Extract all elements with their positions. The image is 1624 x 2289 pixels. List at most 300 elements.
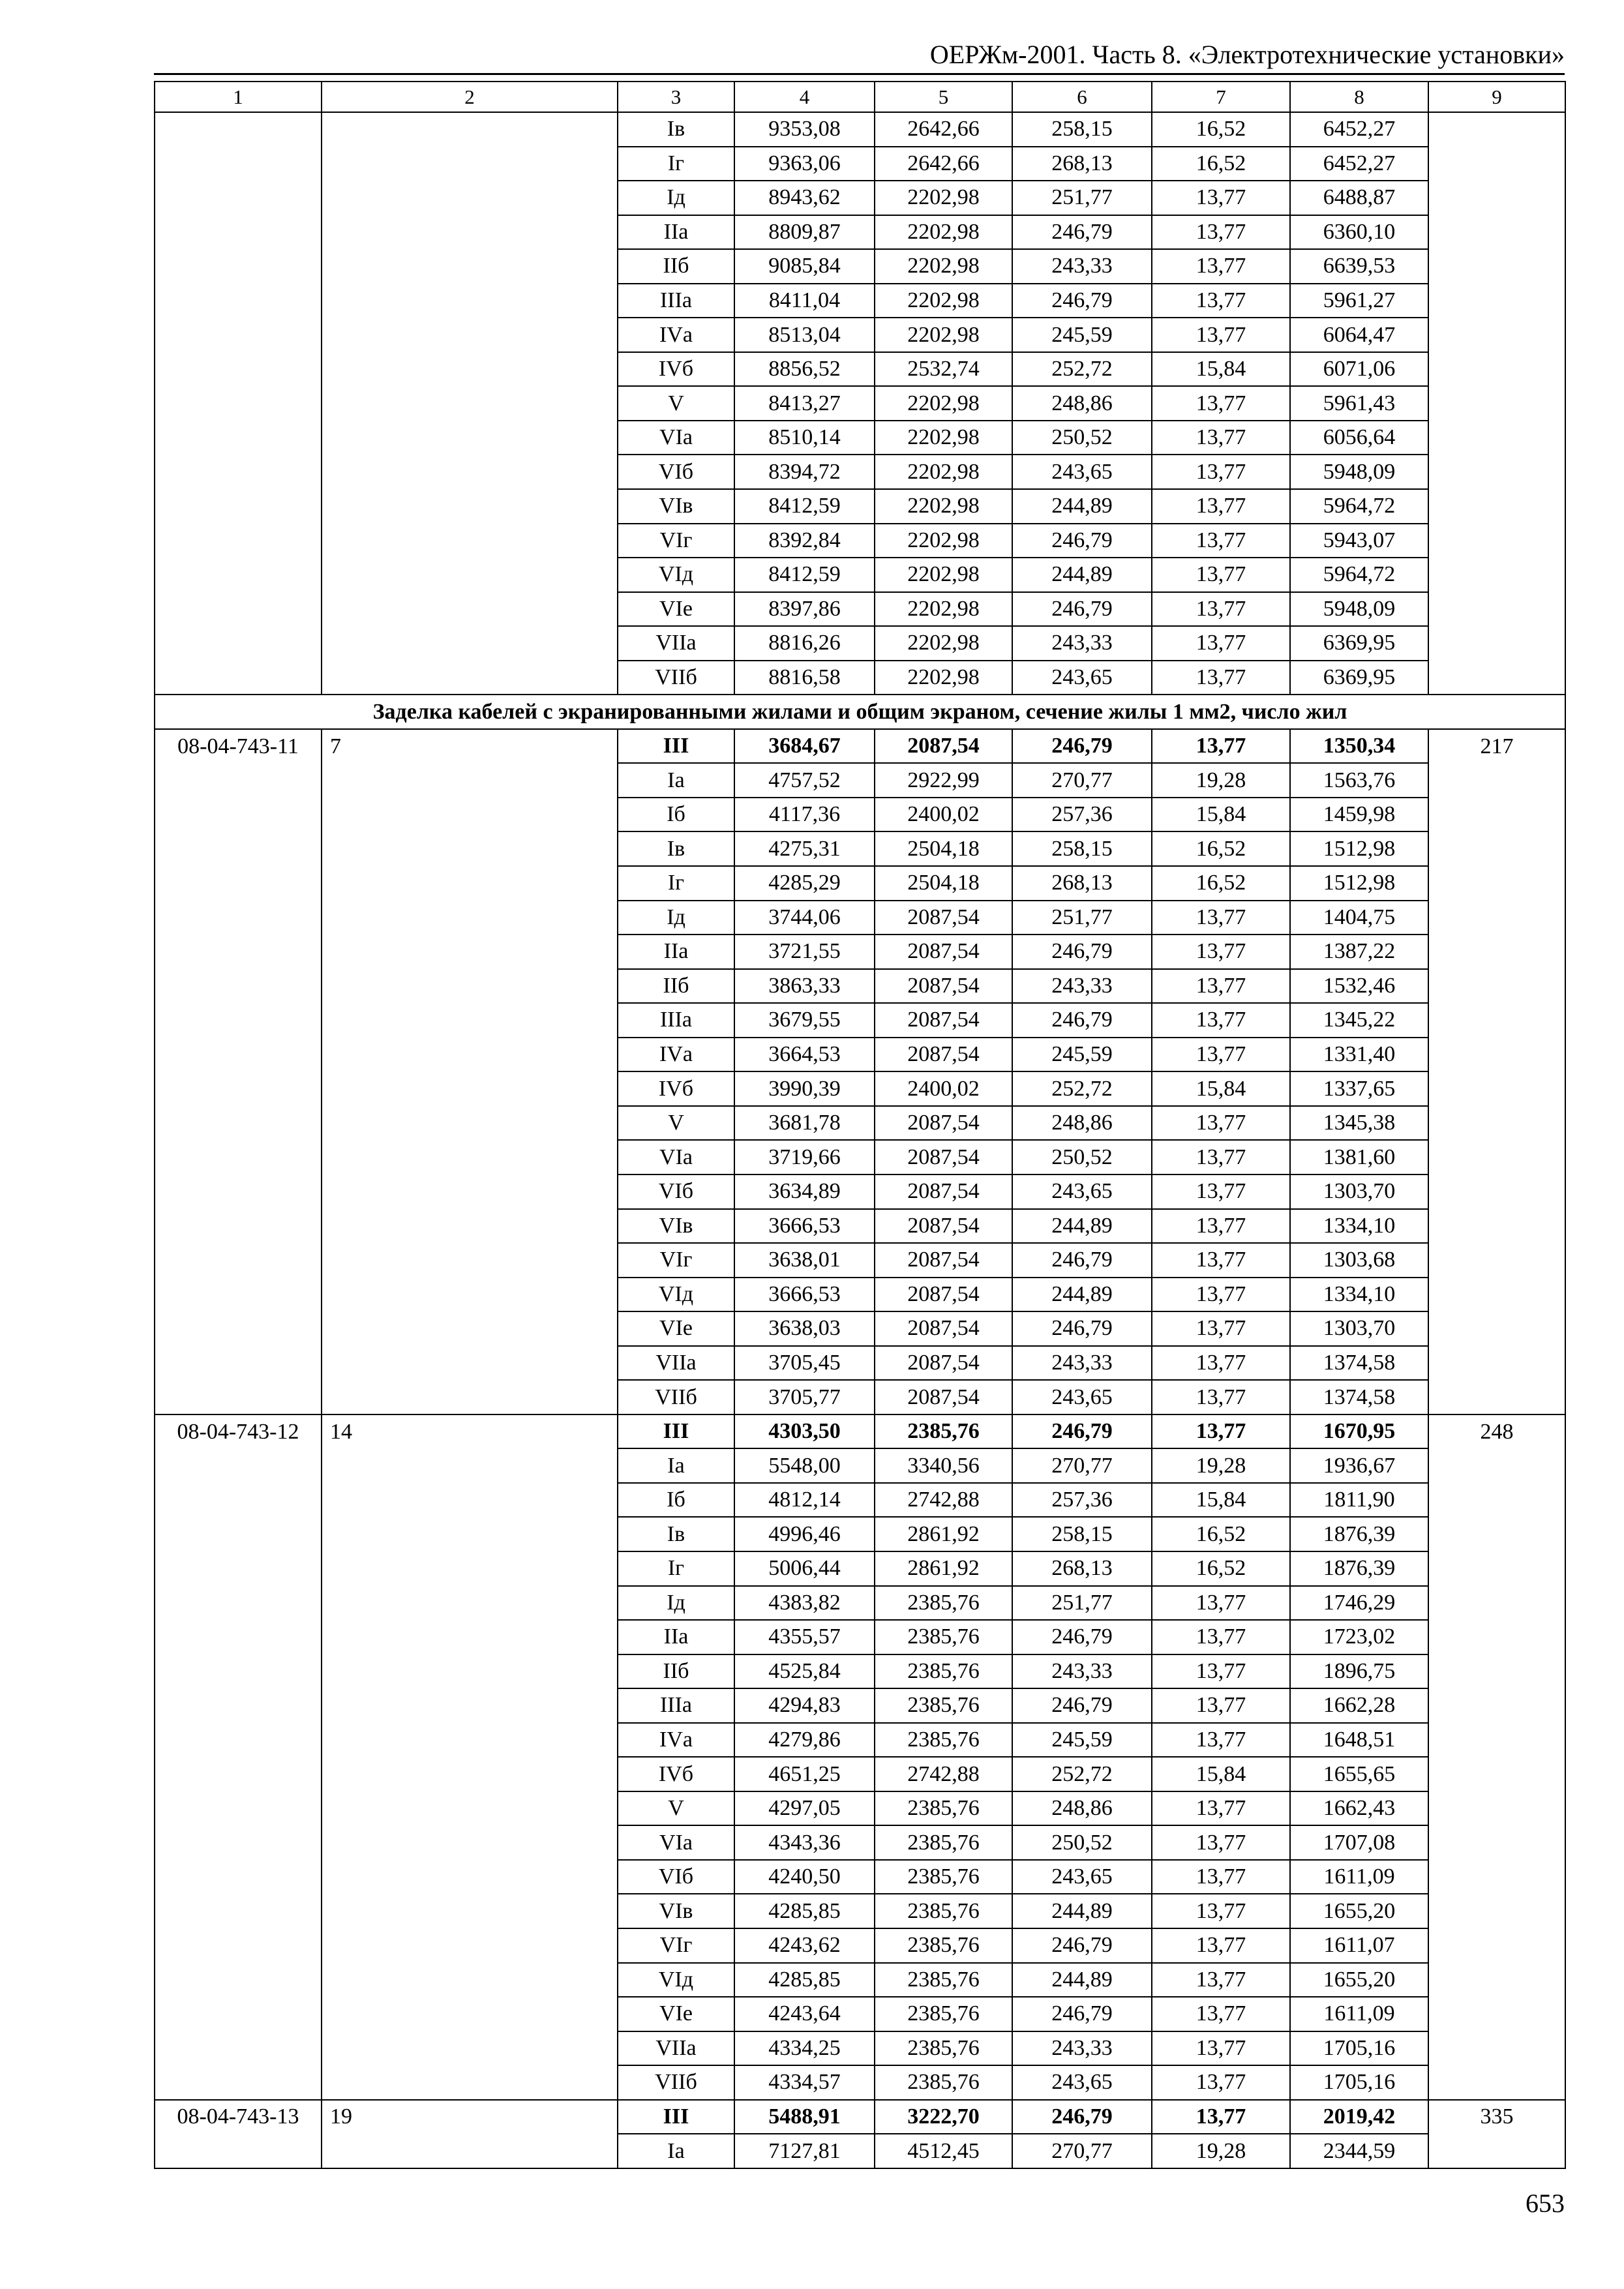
value-col-5: 2202,98 <box>875 661 1012 695</box>
rate-code: 08-04-743-12 <box>155 1414 322 1449</box>
value-col-7: 13,77 <box>1152 1209 1290 1244</box>
value-col-7: 13,77 <box>1152 1825 1290 1860</box>
core-count <box>322 1551 618 1586</box>
value-col-5: 2385,76 <box>875 1963 1012 1997</box>
value-col-4: 8413,27 <box>734 386 875 421</box>
value-col-7: 13,77 <box>1152 284 1290 318</box>
core-count <box>322 1791 618 1826</box>
value-col-8: 1655,20 <box>1290 1894 1428 1928</box>
col9-value <box>1428 489 1565 524</box>
value-col-8: 1512,98 <box>1290 866 1428 901</box>
col9-value <box>1428 1551 1565 1586</box>
region-zone: VIIа <box>618 2031 734 2066</box>
value-col-5: 2385,76 <box>875 1586 1012 1621</box>
rate-code <box>155 1346 322 1381</box>
value-col-5: 2087,54 <box>875 1174 1012 1209</box>
value-col-4: 4285,29 <box>734 866 875 901</box>
value-col-8: 1374,58 <box>1290 1380 1428 1414</box>
value-col-8: 1345,38 <box>1290 1106 1428 1141</box>
rate-code <box>155 421 322 455</box>
value-col-8: 6369,95 <box>1290 661 1428 695</box>
core-count <box>322 901 618 935</box>
region-zone: IVа <box>618 318 734 352</box>
value-col-5: 2202,98 <box>875 386 1012 421</box>
value-col-7: 13,77 <box>1152 1311 1290 1346</box>
rate-code <box>155 1586 322 1621</box>
value-col-4: 8394,72 <box>734 455 875 489</box>
rate-code <box>155 318 322 352</box>
value-col-8: 1334,10 <box>1290 1209 1428 1244</box>
col9-value: 248 <box>1428 1414 1565 1449</box>
value-col-8: 5964,72 <box>1290 558 1428 592</box>
table-row <box>155 1723 1565 1758</box>
value-col-6: 246,79 <box>1012 2100 1152 2134</box>
rate-code <box>155 489 322 524</box>
region-zone: IIб <box>618 969 734 1004</box>
value-col-8: 1662,43 <box>1290 1791 1428 1826</box>
value-col-5: 2202,98 <box>875 558 1012 592</box>
region-zone: IVб <box>618 352 734 387</box>
value-col-4: 8816,58 <box>734 661 875 695</box>
region-zone: IVб <box>618 1071 734 1106</box>
rate-code <box>155 1483 322 1518</box>
table-row <box>155 1003 1565 1038</box>
rate-code <box>155 524 322 558</box>
value-col-5: 2532,74 <box>875 352 1012 387</box>
core-count <box>322 489 618 524</box>
table-row <box>155 2134 1565 2168</box>
region-zone: IIа <box>618 1620 734 1654</box>
value-col-6: 270,77 <box>1012 763 1152 798</box>
rate-code <box>155 112 322 147</box>
value-col-5: 3340,56 <box>875 1448 1012 1483</box>
rate-code <box>155 2134 322 2168</box>
rate-code <box>155 1997 322 2031</box>
value-col-4: 4355,57 <box>734 1620 875 1654</box>
core-count <box>322 626 618 661</box>
value-col-5: 2385,76 <box>875 1654 1012 1689</box>
col9-value <box>1428 1483 1565 1518</box>
value-col-8: 1374,58 <box>1290 1346 1428 1381</box>
col9-value <box>1428 935 1565 969</box>
region-zone: Iг <box>618 147 734 181</box>
value-col-6: 243,33 <box>1012 1654 1152 1689</box>
rate-code <box>155 831 322 866</box>
value-col-4: 8510,14 <box>734 421 875 455</box>
section-row <box>155 695 1565 729</box>
table-row <box>155 1860 1565 1894</box>
value-col-6: 244,89 <box>1012 1209 1152 1244</box>
value-col-8: 6071,06 <box>1290 352 1428 387</box>
table-row <box>155 1278 1565 1312</box>
core-count <box>322 147 618 181</box>
core-count <box>322 1757 618 1791</box>
rate-code <box>155 1003 322 1038</box>
value-col-5: 2202,98 <box>875 249 1012 284</box>
table-row <box>155 1791 1565 1826</box>
region-zone: VIд <box>618 1278 734 1312</box>
value-col-5: 2400,02 <box>875 1071 1012 1106</box>
value-col-5: 2202,98 <box>875 626 1012 661</box>
col9-value <box>1428 455 1565 489</box>
core-count <box>322 763 618 798</box>
region-zone: Iв <box>618 112 734 147</box>
table-row <box>155 2100 1565 2134</box>
value-col-5: 2087,54 <box>875 1243 1012 1278</box>
value-col-6: 257,36 <box>1012 1483 1152 1518</box>
table-row <box>155 1963 1565 1997</box>
column-number-row <box>155 82 1565 112</box>
rate-code <box>155 558 322 592</box>
value-col-4: 3666,53 <box>734 1278 875 1312</box>
rate-code <box>155 181 322 215</box>
col9-value <box>1428 1620 1565 1654</box>
col9-value <box>1428 147 1565 181</box>
rate-code <box>155 1825 322 1860</box>
rate-code <box>155 1620 322 1654</box>
value-col-8: 2344,59 <box>1290 2134 1428 2168</box>
rate-code <box>155 1963 322 1997</box>
value-col-7: 15,84 <box>1152 798 1290 832</box>
core-count <box>322 1894 618 1928</box>
value-col-6: 246,79 <box>1012 1688 1152 1723</box>
value-col-7: 13,77 <box>1152 935 1290 969</box>
value-col-4: 3684,67 <box>734 729 875 764</box>
table-row <box>155 181 1565 215</box>
col9-value <box>1428 1963 1565 1997</box>
table-row <box>155 1997 1565 2031</box>
region-zone: VIIа <box>618 1346 734 1381</box>
value-col-5: 2385,76 <box>875 1688 1012 1723</box>
rate-code <box>155 1551 322 1586</box>
value-col-4: 8412,59 <box>734 558 875 592</box>
rate-code <box>155 1106 322 1141</box>
col9-value <box>1428 901 1565 935</box>
core-count <box>322 1928 618 1963</box>
table-row <box>155 1825 1565 1860</box>
core-count <box>322 2134 618 2168</box>
value-col-8: 5948,09 <box>1290 455 1428 489</box>
region-zone: VIд <box>618 558 734 592</box>
value-col-7: 16,52 <box>1152 831 1290 866</box>
value-col-6: 251,77 <box>1012 1586 1152 1621</box>
value-col-7: 16,52 <box>1152 147 1290 181</box>
column-number: 5 <box>875 82 1012 112</box>
value-col-4: 4279,86 <box>734 1723 875 1758</box>
column-number: 3 <box>618 82 734 112</box>
col9-value <box>1428 112 1565 147</box>
value-col-8: 5961,43 <box>1290 386 1428 421</box>
region-zone: IIб <box>618 249 734 284</box>
rate-code <box>155 1071 322 1106</box>
header-rule <box>154 73 1565 75</box>
value-col-8: 1670,95 <box>1290 1414 1428 1449</box>
region-zone: VIг <box>618 524 734 558</box>
core-count <box>322 935 618 969</box>
col9-value <box>1428 1106 1565 1141</box>
value-col-6: 268,13 <box>1012 866 1152 901</box>
core-count <box>322 1243 618 1278</box>
table-row <box>155 901 1565 935</box>
col9-value <box>1428 1688 1565 1723</box>
section-title: Заделка кабелей с экранированными жилами и общим экраном, сечение жилы 1 мм2, число жил <box>155 695 1565 729</box>
table-row <box>155 763 1565 798</box>
value-col-6: 246,79 <box>1012 1414 1152 1449</box>
table-row <box>155 318 1565 352</box>
value-col-4: 9353,08 <box>734 112 875 147</box>
rate-code <box>155 1860 322 1894</box>
value-col-5: 2202,98 <box>875 421 1012 455</box>
col9-value <box>1428 421 1565 455</box>
core-count <box>322 1654 618 1689</box>
table-row <box>155 1894 1565 1928</box>
col9-value <box>1428 318 1565 352</box>
value-col-8: 1611,09 <box>1290 1860 1428 1894</box>
value-col-6: 244,89 <box>1012 489 1152 524</box>
region-zone: V <box>618 1106 734 1141</box>
value-col-5: 2087,54 <box>875 729 1012 764</box>
value-col-8: 6064,47 <box>1290 318 1428 352</box>
value-col-6: 246,79 <box>1012 592 1152 627</box>
value-col-5: 2642,66 <box>875 112 1012 147</box>
value-col-7: 13,77 <box>1152 1997 1290 2031</box>
core-count <box>322 1003 618 1038</box>
rate-code <box>155 969 322 1004</box>
rate-code <box>155 1654 322 1689</box>
value-col-8: 1303,68 <box>1290 1243 1428 1278</box>
core-count <box>322 969 618 1004</box>
rate-code <box>155 866 322 901</box>
col9-value <box>1428 386 1565 421</box>
column-number: 4 <box>734 82 875 112</box>
region-zone: IIIа <box>618 1003 734 1038</box>
value-col-5: 2861,92 <box>875 1551 1012 1586</box>
value-col-7: 13,77 <box>1152 1346 1290 1381</box>
region-zone: IIIа <box>618 284 734 318</box>
core-count <box>322 798 618 832</box>
value-col-7: 13,77 <box>1152 1106 1290 1141</box>
core-count <box>322 2065 618 2100</box>
core-count <box>322 1483 618 1518</box>
rate-code <box>155 1757 322 1791</box>
region-zone: IIа <box>618 215 734 250</box>
value-col-8: 1563,76 <box>1290 763 1428 798</box>
column-number: 1 <box>155 82 322 112</box>
value-col-4: 4243,64 <box>734 1997 875 2031</box>
value-col-7: 13,77 <box>1152 1038 1290 1072</box>
value-col-5: 2087,54 <box>875 1140 1012 1174</box>
value-col-8: 1655,20 <box>1290 1963 1428 1997</box>
value-col-6: 243,65 <box>1012 2065 1152 2100</box>
rate-code <box>155 1038 322 1072</box>
rate-code <box>155 284 322 318</box>
value-col-7: 15,84 <box>1152 1071 1290 1106</box>
column-number: 7 <box>1152 82 1290 112</box>
core-count <box>322 1140 618 1174</box>
value-col-8: 1345,22 <box>1290 1003 1428 1038</box>
value-col-6: 268,13 <box>1012 147 1152 181</box>
value-col-7: 19,28 <box>1152 1448 1290 1483</box>
region-zone: Iа <box>618 1448 734 1483</box>
value-col-4: 4343,36 <box>734 1825 875 1860</box>
value-col-5: 2087,54 <box>875 1380 1012 1414</box>
value-col-4: 4996,46 <box>734 1517 875 1551</box>
rate-code <box>155 1894 322 1928</box>
value-col-5: 2385,76 <box>875 1620 1012 1654</box>
col9-value <box>1428 2065 1565 2100</box>
col9-value <box>1428 284 1565 318</box>
value-col-6: 243,65 <box>1012 1860 1152 1894</box>
col9-value <box>1428 1517 1565 1551</box>
value-col-6: 252,72 <box>1012 1071 1152 1106</box>
value-col-8: 1876,39 <box>1290 1517 1428 1551</box>
core-count <box>322 386 618 421</box>
value-col-8: 5961,27 <box>1290 284 1428 318</box>
core-count <box>322 455 618 489</box>
table-row <box>155 147 1565 181</box>
value-col-6: 248,86 <box>1012 1791 1152 1826</box>
value-col-6: 270,77 <box>1012 2134 1152 2168</box>
value-col-8: 6452,27 <box>1290 112 1428 147</box>
value-col-4: 7127,81 <box>734 2134 875 2168</box>
value-col-7: 13,77 <box>1152 2065 1290 2100</box>
value-col-4: 4297,05 <box>734 1791 875 1826</box>
col9-value <box>1428 1928 1565 1963</box>
value-col-6: 246,79 <box>1012 1928 1152 1963</box>
table-row <box>155 352 1565 387</box>
table-row <box>155 935 1565 969</box>
table-row <box>155 1071 1565 1106</box>
col9-value <box>1428 1757 1565 1791</box>
rate-code <box>155 386 322 421</box>
value-col-6: 252,72 <box>1012 1757 1152 1791</box>
value-col-6: 258,15 <box>1012 831 1152 866</box>
value-col-8: 1611,07 <box>1290 1928 1428 1963</box>
rate-code <box>155 249 322 284</box>
col9-value <box>1428 661 1565 695</box>
table-row <box>155 112 1565 147</box>
value-col-7: 16,52 <box>1152 112 1290 147</box>
value-col-5: 2202,98 <box>875 181 1012 215</box>
table-row <box>155 1209 1565 1244</box>
col9-value <box>1428 1140 1565 1174</box>
value-col-4: 4651,25 <box>734 1757 875 1791</box>
table-row <box>155 969 1565 1004</box>
rate-code <box>155 1517 322 1551</box>
value-col-8: 1331,40 <box>1290 1038 1428 1072</box>
region-zone: VIв <box>618 1894 734 1928</box>
col9-value <box>1428 763 1565 798</box>
value-col-4: 4240,50 <box>734 1860 875 1894</box>
value-col-6: 251,77 <box>1012 181 1152 215</box>
value-col-4: 4334,25 <box>734 2031 875 2066</box>
core-count <box>322 592 618 627</box>
value-col-4: 5006,44 <box>734 1551 875 1586</box>
col9-value <box>1428 1038 1565 1072</box>
value-col-5: 2385,76 <box>875 2031 1012 2066</box>
value-col-6: 250,52 <box>1012 1140 1152 1174</box>
value-col-5: 2202,98 <box>875 592 1012 627</box>
value-col-5: 2087,54 <box>875 1106 1012 1141</box>
value-col-4: 5548,00 <box>734 1448 875 1483</box>
table-row <box>155 1483 1565 1518</box>
value-col-8: 1381,60 <box>1290 1140 1428 1174</box>
rate-code <box>155 1448 322 1483</box>
region-zone: IIIа <box>618 1688 734 1723</box>
core-count <box>322 215 618 250</box>
value-col-6: 252,72 <box>1012 352 1152 387</box>
value-col-7: 13,77 <box>1152 1003 1290 1038</box>
value-col-8: 1611,09 <box>1290 1997 1428 2031</box>
region-zone: V <box>618 386 734 421</box>
table-row <box>155 558 1565 592</box>
value-col-4: 9363,06 <box>734 147 875 181</box>
value-col-6: 257,36 <box>1012 798 1152 832</box>
rate-code <box>155 1723 322 1758</box>
value-col-8: 1662,28 <box>1290 1688 1428 1723</box>
value-col-8: 1896,75 <box>1290 1654 1428 1689</box>
value-col-5: 2385,76 <box>875 1825 1012 1860</box>
col9-value <box>1428 2134 1565 2168</box>
value-col-4: 4243,62 <box>734 1928 875 1963</box>
value-col-5: 2202,98 <box>875 215 1012 250</box>
column-number: 8 <box>1290 82 1428 112</box>
region-zone: IVб <box>618 1757 734 1791</box>
value-col-6: 248,86 <box>1012 1106 1152 1141</box>
table-row <box>155 831 1565 866</box>
value-col-4: 4812,14 <box>734 1483 875 1518</box>
core-count <box>322 1071 618 1106</box>
core-count <box>322 1723 618 1758</box>
table-row <box>155 1380 1565 1414</box>
region-zone: Iв <box>618 1517 734 1551</box>
col9-value <box>1428 969 1565 1004</box>
value-col-8: 1707,08 <box>1290 1825 1428 1860</box>
value-col-7: 16,52 <box>1152 866 1290 901</box>
value-col-5: 2861,92 <box>875 1517 1012 1551</box>
rate-code <box>155 901 322 935</box>
core-count <box>322 1380 618 1414</box>
value-col-5: 2385,76 <box>875 1997 1012 2031</box>
core-count <box>322 524 618 558</box>
table-row <box>155 489 1565 524</box>
rate-code <box>155 352 322 387</box>
table-row <box>155 455 1565 489</box>
core-count <box>322 112 618 147</box>
region-zone: VIIа <box>618 626 734 661</box>
value-col-5: 2202,98 <box>875 489 1012 524</box>
value-col-7: 13,77 <box>1152 592 1290 627</box>
value-col-7: 13,77 <box>1152 661 1290 695</box>
region-zone: Iв <box>618 831 734 866</box>
col9-value: 217 <box>1428 729 1565 764</box>
value-col-5: 2385,76 <box>875 1894 1012 1928</box>
page-number: 653 <box>1526 2189 1565 2218</box>
rate-code <box>155 1311 322 1346</box>
col9-value <box>1428 1278 1565 1312</box>
value-col-7: 13,77 <box>1152 729 1290 764</box>
value-col-6: 258,15 <box>1012 112 1152 147</box>
value-col-4: 3634,89 <box>734 1174 875 1209</box>
rate-code <box>155 1278 322 1312</box>
value-col-6: 243,33 <box>1012 969 1152 1004</box>
value-col-8: 1532,46 <box>1290 969 1428 1004</box>
region-zone: VIе <box>618 1997 734 2031</box>
core-count <box>322 831 618 866</box>
value-col-4: 3679,55 <box>734 1003 875 1038</box>
value-col-7: 13,77 <box>1152 524 1290 558</box>
region-zone: VIд <box>618 1963 734 1997</box>
